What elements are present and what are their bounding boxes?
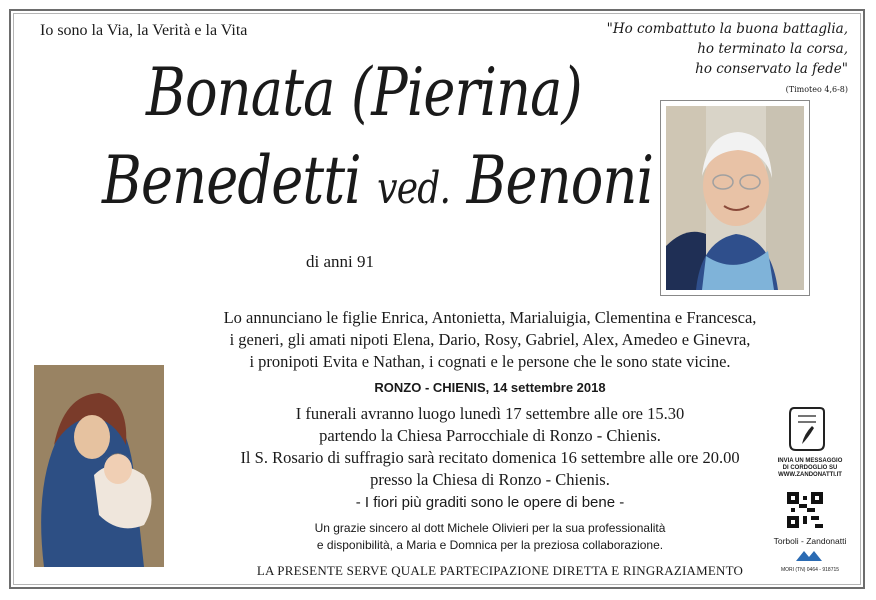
portrait-image	[666, 106, 804, 290]
deceased-first-name: Bonata (Pierina)	[146, 54, 582, 131]
announcement-line: i pronipoti Evita e Nathan, i cognati e le persone che le sono state vicine.	[249, 352, 731, 371]
deceased-surname-line	[102, 142, 653, 219]
funeral-line: presso la Chiesa di Ronzo - Chienis.	[370, 470, 610, 489]
closing-statement: LA PRESENTE SERVE QUALE PARTECIPAZIONE DIRETTA E RINGRAZIAMENTO	[256, 563, 744, 578]
ved-label: ved.	[377, 163, 451, 214]
funeral-info	[180, 403, 800, 491]
announcement-line: Lo annunciano le figlie Enrica, Antonietta, Marialuigia, Clementina e Francesca,	[223, 308, 757, 327]
quote-line: ho conservato la fede"	[695, 61, 848, 77]
funeral-line: I funerali avranno luogo lunedì 17 settembre alle ore 15.30	[295, 404, 685, 423]
agency-name: Torboli - Zandonatti	[773, 536, 847, 546]
motto: Io sono la Via, la Verità e la Vita	[40, 22, 248, 39]
flowers-note: - I fiori più graditi sono le opere di bene -	[355, 494, 625, 511]
thanks-note	[180, 520, 800, 554]
invite-line: WWW.ZANDONATTI.IT	[778, 472, 842, 478]
announcement-line: i generi, gli amati nipoti Elena, Dario, Rosy, Gabriel, Alex, Amedeo e Ginevra,	[229, 330, 751, 349]
scroll-quill-icon	[786, 404, 828, 454]
portrait-photo	[660, 100, 810, 296]
qr-code-icon	[787, 492, 823, 528]
surname: Benedetti	[102, 142, 361, 219]
funeral-line: Il S. Rosario di suffragio sarà recitato domenica 16 settembre alle ore 20.00	[240, 448, 740, 467]
quote-line: ho terminato la corsa,	[697, 41, 848, 57]
thanks-line: e disponibilità, a Maria e Domnica per la preziosa collaborazione.	[316, 538, 664, 552]
agency-logo-icon	[794, 549, 824, 563]
madonna-image	[34, 365, 164, 567]
funeral-line: partendo la Chiesa Parrocchiale di Ronzo - Chienis.	[319, 426, 661, 445]
thanks-line: Un grazie sincero al dott Michele Olivieri per la sua professionalità	[314, 521, 666, 535]
bible-quote	[588, 19, 848, 100]
invite-line: INVIA UN MESSAGGIO	[777, 458, 843, 464]
quote-line: "Ho combattuto la buona battaglia,	[606, 21, 848, 37]
invite-line: DI CORDOGLIO SU	[782, 465, 838, 471]
married-name: Benoni	[466, 142, 654, 219]
dateline: RONZO - CHIENIS, 14 settembre 2018	[374, 380, 606, 395]
age: di anni 91	[306, 252, 374, 271]
condolence-invite	[770, 458, 850, 479]
announcement	[180, 307, 800, 373]
agency-phone: MORI (TN) 0464 - 918715	[780, 567, 840, 573]
quote-reference: (Timoteo 4,6-8)	[785, 85, 848, 94]
